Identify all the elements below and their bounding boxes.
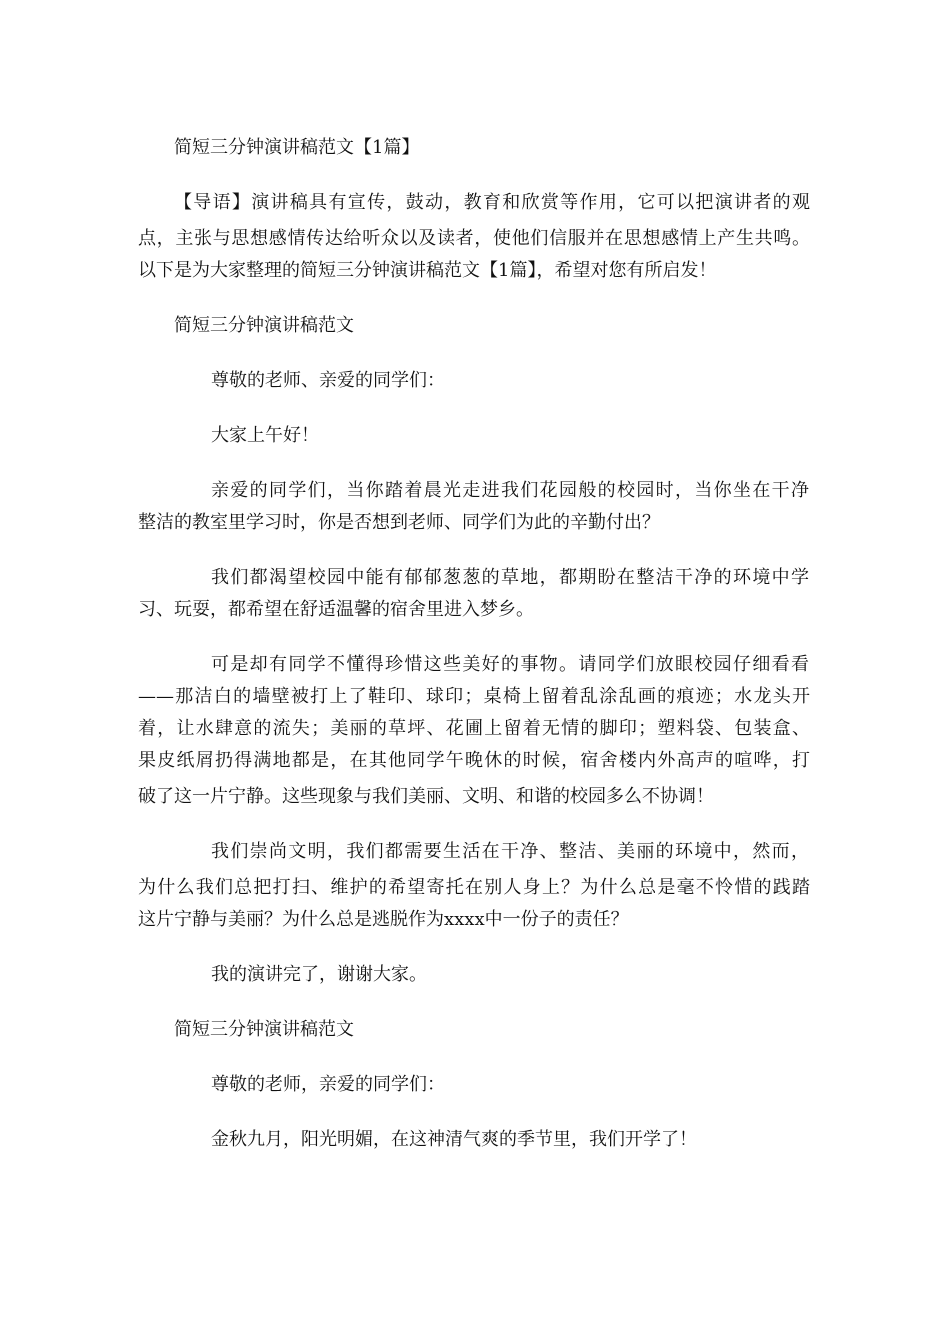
paragraph-3-line-1: 可是却有同学不懂得珍惜这些美好的事物。请同学们放眼校园仔细看看 xyxy=(211,654,809,675)
closing-line: 我的演讲完了，谢谢大家。 xyxy=(211,964,427,985)
section-heading-2: 简短三分钟演讲稿范文 xyxy=(174,1019,354,1040)
paragraph-3-line-2: ——那洁白的墙壁被打上了鞋印、球印；桌椅上留着乱涂乱画的痕迹；水龙头开 xyxy=(138,686,810,707)
intro-line-2: 点，主张与思想感情传达给听众以及读者，使他们信服并在思想感情上产生共鸣。 xyxy=(138,228,810,249)
greeting: 大家上午好！ xyxy=(211,425,319,446)
paragraph-4-line-1: 我们崇尚文明，我们都需要生活在干净、整洁、美丽的环境中，然而， xyxy=(211,841,809,862)
paragraph-3-line-5: 破了这一片宁静。这些现象与我们美丽、文明、和谐的校园多么不协调！ xyxy=(138,786,714,807)
salutation-2: 尊敬的老师，亲爱的同学们： xyxy=(211,1074,445,1095)
intro-line-1: 【导语】演讲稿具有宣传，鼓动，教育和欣赏等作用，它可以把演讲者的观 xyxy=(174,192,810,213)
paragraph-2-line-2: 习、玩耍，都希望在舒适温馨的宿舍里进入梦乡。 xyxy=(138,599,534,620)
paragraph-3-line-4: 果皮纸屑扔得满地都是，在其他同学午晚休的时候，宿舍楼内外高声的喧哗，打 xyxy=(138,750,810,771)
paragraph-4-line-3: 这片宁静与美丽？为什么总是逃脱作为xxxx中一份子的责任？ xyxy=(138,909,629,930)
paragraph-4-line-2: 为什么我们总把打扫、维护的希望寄托在别人身上？为什么总是毫不怜惜的践踏 xyxy=(138,877,810,898)
section-heading-1: 简短三分钟演讲稿范文 xyxy=(174,315,354,336)
paragraph-1-line-1: 亲爱的同学们，当你踏着晨光走进我们花园般的校园时，当你坐在干净 xyxy=(211,480,809,501)
document-title: 简短三分钟演讲稿范文【1篇】 xyxy=(174,137,420,158)
paragraph-5-line-1: 金秋九月，阳光明媚，在这神清气爽的季节里，我们开学了！ xyxy=(211,1129,697,1150)
salutation-1: 尊敬的老师、亲爱的同学们： xyxy=(211,370,445,391)
paragraph-1-line-2: 整洁的教室里学习时，你是否想到老师、同学们为此的辛勤付出？ xyxy=(138,512,660,533)
intro-line-3: 以下是为大家整理的简短三分钟演讲稿范文【1篇】，希望对您有所启发！ xyxy=(138,260,717,281)
paragraph-2-line-1: 我们都渴望校园中能有郁郁葱葱的草地，都期盼在整洁干净的环境中学 xyxy=(211,567,809,588)
paragraph-3-line-3: 着，让水肆意的流失；美丽的草坪、花圃上留着无情的脚印；塑料袋、包装盒、 xyxy=(138,718,810,739)
